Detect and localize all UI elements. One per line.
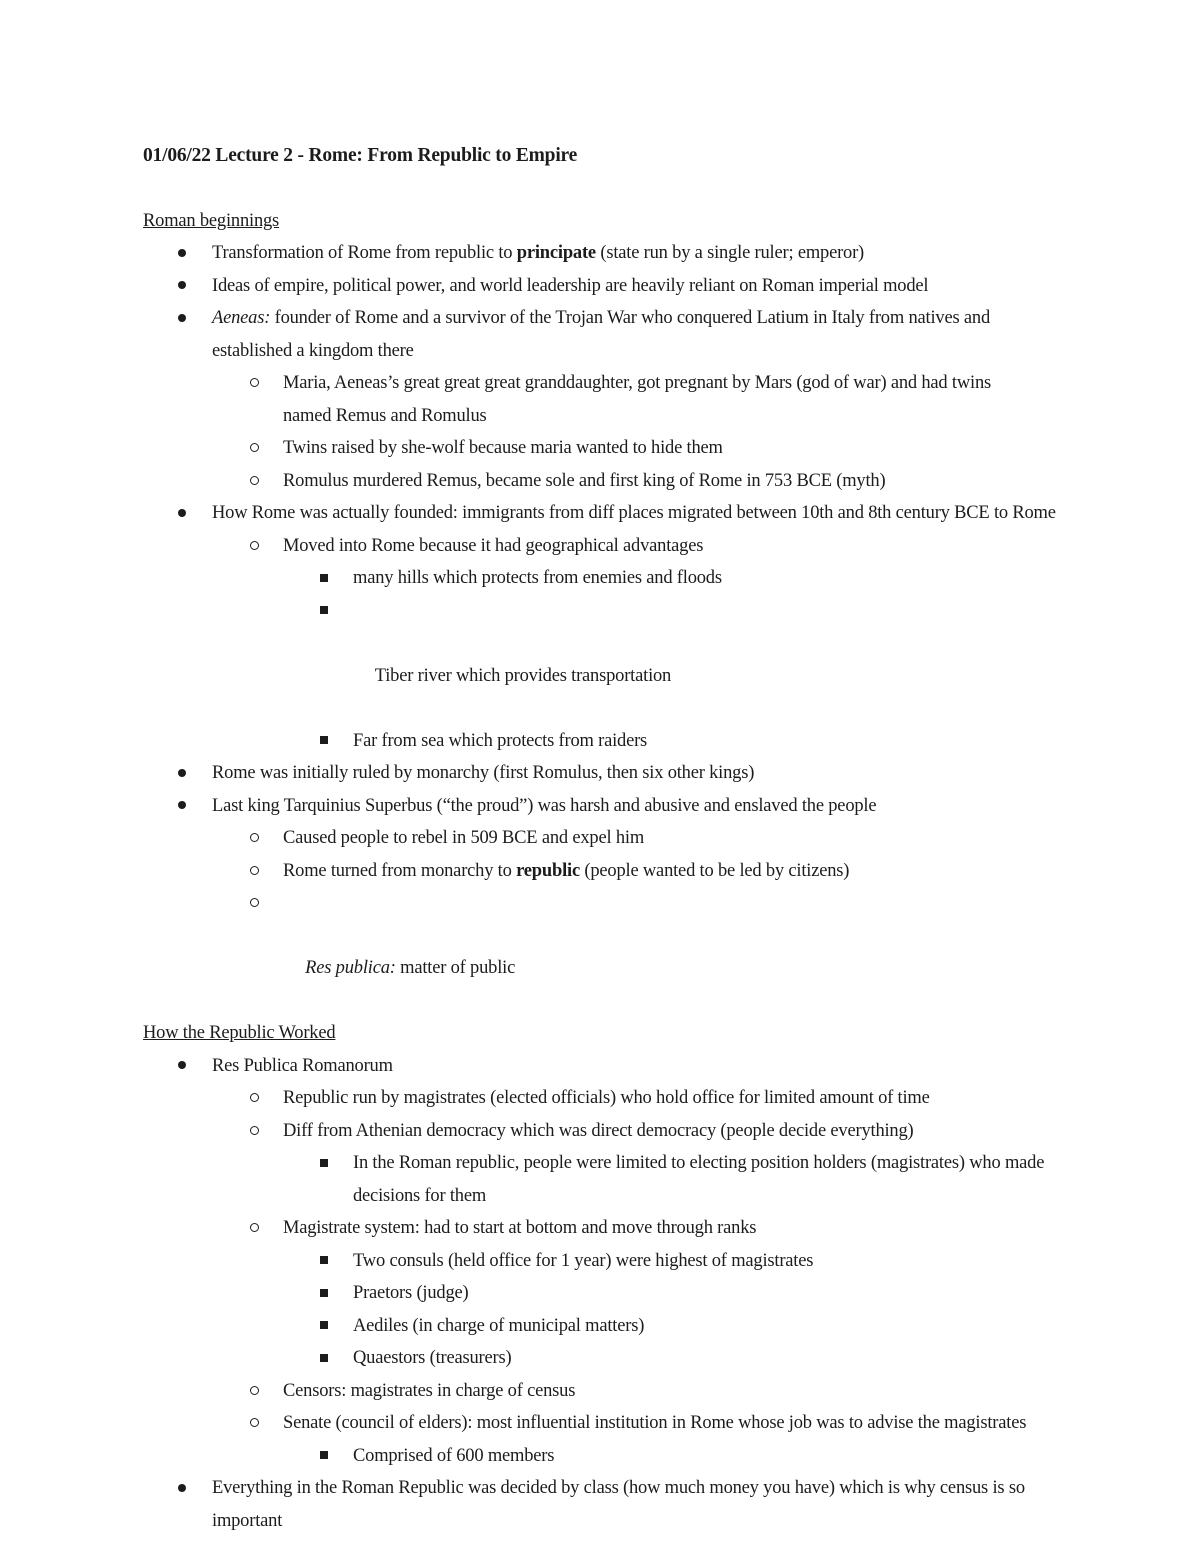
list-item bbox=[143, 367, 1073, 432]
list-item bbox=[143, 855, 1073, 888]
item-text: Far from sea which protects from raiders bbox=[353, 730, 648, 751]
list-item bbox=[143, 302, 1073, 367]
list-item bbox=[143, 1115, 1073, 1148]
bullet-circle-icon bbox=[250, 530, 259, 563]
item-text: Transformation of Rome from republic to bbox=[212, 243, 517, 263]
list-item bbox=[143, 822, 1073, 855]
bullet-disc-icon bbox=[178, 270, 186, 303]
bullet-disc-icon bbox=[178, 497, 186, 530]
list-item bbox=[143, 562, 1073, 595]
item-italic-text: Aeneas: bbox=[212, 308, 271, 328]
item-bold-text: republic bbox=[516, 860, 580, 881]
bullet-disc-icon bbox=[178, 302, 186, 335]
item-text: Two consuls (held office for 1 year) were highest of magistrates bbox=[353, 1250, 814, 1271]
bullet-square-icon bbox=[320, 1277, 328, 1310]
item-text: Twins raised by she-wolf because maria wanted to hide them bbox=[283, 438, 723, 458]
list-item bbox=[143, 1277, 1073, 1310]
item-text: Republic run by magistrates (elected officials) who hold office for limited amount of time bbox=[283, 1088, 930, 1108]
list-item bbox=[143, 790, 1073, 823]
list-item bbox=[143, 1212, 1073, 1245]
item-text: Res Publica Romanorum bbox=[212, 1055, 393, 1076]
page-title: 01/06/22 Lecture 2 - Rome: From Republic to Empire bbox=[143, 145, 578, 166]
item-text: Rome was initially ruled by monarchy (first Romulus, then six other kings) bbox=[212, 763, 755, 783]
bullet-circle-icon bbox=[250, 367, 259, 400]
item-text: Last king Tarquinius Superbus (“the proud”) was harsh and abusive and enslaved the people bbox=[212, 795, 877, 816]
list-item bbox=[143, 237, 1073, 270]
bullet-circle-icon bbox=[250, 1407, 259, 1440]
bullet-circle-icon bbox=[250, 1212, 259, 1245]
item-italic-text: Res publica: bbox=[300, 958, 396, 978]
list-item bbox=[143, 1375, 1073, 1408]
list-item bbox=[143, 725, 1073, 758]
section-heading-roman-beginnings: Roman beginnings bbox=[143, 210, 280, 231]
bullet-circle-icon bbox=[250, 822, 259, 855]
bullet-disc-icon bbox=[178, 1050, 186, 1083]
item-text: Comprised of 600 members bbox=[353, 1445, 555, 1466]
list-item bbox=[143, 1440, 1073, 1473]
list-item bbox=[143, 1472, 1073, 1537]
bullet-square-icon bbox=[320, 562, 328, 595]
bullet-circle-icon bbox=[250, 855, 259, 888]
section-heading-how-the-republic-worked: How the Republic Worked bbox=[143, 1023, 336, 1043]
list-item bbox=[143, 887, 1073, 1017]
bullet-square-icon bbox=[320, 1440, 328, 1473]
item-text: many hills which protects from enemies and floods bbox=[353, 568, 722, 588]
item-text: Senate (council of elders): most influential institution in Rome whose job was to advise the magistrates bbox=[283, 1413, 1027, 1433]
item-text: (people wanted to be led by citizens) bbox=[579, 860, 850, 881]
list-item bbox=[143, 1310, 1073, 1343]
item-text: Praetors (judge) bbox=[353, 1283, 469, 1303]
document-page bbox=[143, 140, 1073, 1537]
item-text: Aediles (in charge of municipal matters) bbox=[353, 1315, 645, 1336]
list-item bbox=[143, 1407, 1073, 1440]
bullet-circle-icon bbox=[250, 465, 259, 498]
bullet-disc-icon bbox=[178, 790, 186, 823]
list-item bbox=[143, 595, 1073, 725]
list-item bbox=[143, 1245, 1073, 1278]
item-text: In the Roman republic, people were limited to electing position holders (magistrates) who made decisions for them bbox=[353, 1153, 1045, 1206]
list-item bbox=[143, 270, 1073, 303]
item-text: Rome turned from monarchy to bbox=[283, 860, 517, 881]
list-item bbox=[143, 465, 1073, 498]
bullet-square-icon bbox=[320, 1147, 328, 1180]
list-item bbox=[143, 432, 1073, 465]
item-text: matter of public bbox=[395, 958, 516, 978]
list-item bbox=[143, 497, 1073, 530]
item-text: Quaestors (treasurers) bbox=[353, 1348, 512, 1368]
bullet-circle-icon bbox=[250, 887, 259, 920]
item-text: Diff from Athenian democracy which was direct democracy (people decide everything) bbox=[283, 1120, 914, 1141]
list-item bbox=[143, 1050, 1073, 1083]
item-text: Magistrate system: had to start at bottom and move through ranks bbox=[283, 1218, 757, 1238]
bullet-circle-icon bbox=[250, 1082, 259, 1115]
item-text: Censors: magistrates in charge of census bbox=[283, 1380, 576, 1401]
bullet-square-icon bbox=[320, 1245, 328, 1278]
list-item bbox=[143, 1342, 1073, 1375]
item-text: Maria, Aeneas’s great great great granddaughter, got pregnant by Mars (god of war) and had twins named Remus and Romulus bbox=[283, 373, 991, 426]
item-text: founder of Rome and a survivor of the Trojan War who conquered Latium in Italy from natives and established a kingdom there bbox=[212, 308, 991, 361]
item-text: Tiber river which provides transportation bbox=[370, 665, 672, 686]
item-text: Moved into Rome because it had geographical advantages bbox=[283, 535, 704, 556]
item-text: Ideas of empire, political power, and world leadership are heavily reliant on Roman imperial model bbox=[212, 275, 929, 296]
bullet-circle-icon bbox=[250, 1375, 259, 1408]
item-text: (state run by a single ruler; emperor) bbox=[595, 243, 865, 263]
item-text: How Rome was actually founded: immigrants from diff places migrated between 10th and 8th century BCE to Rome bbox=[212, 503, 1056, 523]
bullet-circle-icon bbox=[250, 1115, 259, 1148]
list-item bbox=[143, 1082, 1073, 1115]
bullet-disc-icon bbox=[178, 757, 186, 790]
bullet-square-icon bbox=[320, 595, 328, 628]
list-item bbox=[143, 530, 1073, 563]
bullet-square-icon bbox=[320, 1342, 328, 1375]
item-text: Romulus murdered Remus, became sole and first king of Rome in 753 BCE (myth) bbox=[283, 470, 886, 491]
bullet-square-icon bbox=[320, 1310, 328, 1343]
bullet-disc-icon bbox=[178, 1472, 186, 1505]
item-bold-text: principate bbox=[516, 243, 596, 263]
bullet-square-icon bbox=[320, 725, 328, 758]
bullet-circle-icon bbox=[250, 432, 259, 465]
list-item bbox=[143, 1147, 1073, 1212]
item-text: Caused people to rebel in 509 BCE and expel him bbox=[283, 828, 645, 848]
list-item bbox=[143, 757, 1073, 790]
item-text: Everything in the Roman Republic was decided by class (how much money you have) which is why census is so important bbox=[212, 1478, 1025, 1531]
bullet-disc-icon bbox=[178, 237, 186, 270]
